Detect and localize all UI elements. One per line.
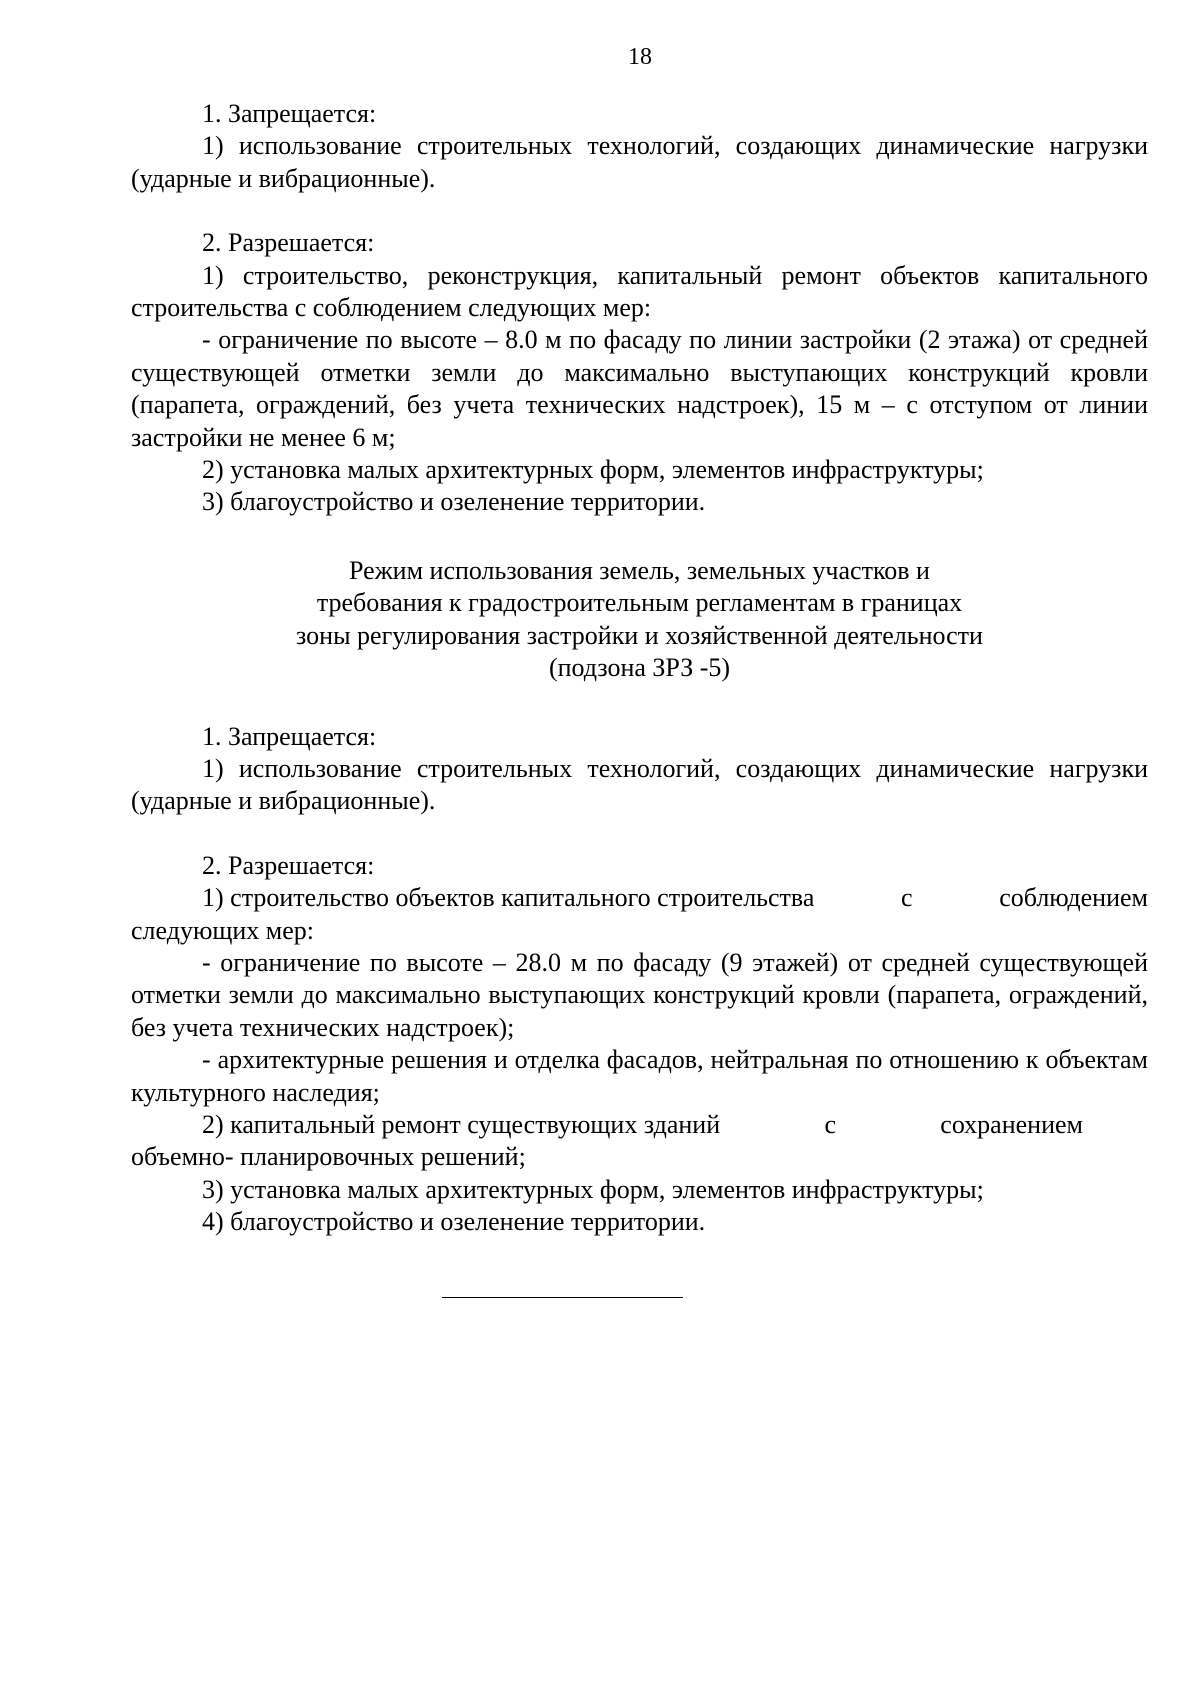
section2-prohibited-heading: 1. Запрещается: <box>202 721 377 751</box>
section2-allowed-item-1-part-c: соблюдением <box>999 883 1148 913</box>
section1-allowed-item-2: 2) установка малых архитектурных форм, элементов инфраструктуры; <box>202 455 984 485</box>
section2-allowed-item-2-continuation: объемно- планировочных решений; <box>131 1142 526 1172</box>
section2-allowed-heading: 2. Разрешается: <box>202 850 375 880</box>
section2-allowed-item-3: 3) установка малых архитектурных форм, элементов инфраструктуры; <box>202 1174 984 1204</box>
section2-allowed-item-2-part-c: сохранением <box>940 1109 1083 1139</box>
section2-allowed-item-1-part-b: с <box>901 883 913 913</box>
section2-allowed-item-2-line <box>202 1109 1083 1141</box>
section2-title-line-4: (подзона ЗРЗ -5) <box>548 653 731 683</box>
section1-allowed-item-3: 3) благоустройство и озеленение территории. <box>202 487 706 517</box>
section2-allowed-item-2-part-a: 2) капитальный ремонт существующих зданий <box>202 1109 721 1139</box>
spacer <box>131 818 1148 850</box>
section2-title <box>131 555 1048 685</box>
section1-prohibited-heading: 1. Запрещается: <box>202 99 377 128</box>
document-body <box>131 98 1148 1239</box>
section2-allowed-item-1-sub-2: - архитектурные решения и отделка фасадов, нейтральная по отношению к объектам культурного наследия; <box>131 1045 1148 1107</box>
spacer <box>131 195 1148 227</box>
section1-prohibited-item-1: 1) использование строительных технологий, создающих динамические нагрузки (ударные и вибрационные). <box>131 131 1148 193</box>
section1-allowed-item-1: 1) строительство, реконструкция, капитальный ремонт объектов капитального строительства с соблюдением следующих мер: <box>131 260 1148 323</box>
section1-allowed-heading: 2. Разрешается: <box>202 228 375 258</box>
section2-prohibited-item-1: 1) использование строительных технологий, создающих динамические нагрузки (ударные и вибрационные). <box>131 753 1148 816</box>
section2-allowed-item-1-continuation: следующих мер: <box>131 915 315 945</box>
spacer <box>131 519 1148 555</box>
section2-allowed-item-4: 4) благоустройство и озеленение территории. <box>202 1207 706 1237</box>
section2-title-line-3: зоны регулирования застройки и хозяйственной деятельности <box>296 620 983 650</box>
section2-title-line-1: Режим использования земель, земельных участков и <box>349 555 930 585</box>
section2-allowed-item-1-line <box>202 882 1148 914</box>
page-number: 18 <box>628 44 652 70</box>
section2-allowed-item-2-part-b: с <box>824 1109 836 1139</box>
section2-allowed-item-1-sub-1: - ограничение по высоте – 28.0 м по фасаду (9 этажей) от средней существующей отметки земли до максимально выступающих конструкций кровли (парапета, ограждений, без учета технических надстроек); <box>131 947 1148 1042</box>
section2-allowed-item-1-part-a: 1) строительство объектов капитального строительства <box>202 883 815 913</box>
section1-allowed-item-1-sub: - ограничение по высоте – 8.0 м по фасаду по линии застройки (2 этажа) от средней существующей отметки земли до максимально выступающих конструкций кровли (парапета, ограждений, без учета технических надстроек), 15 м – с отступом от линии застройки не менее 6 м; <box>131 325 1148 452</box>
spacer <box>131 685 1148 721</box>
section2-title-line-2: требования к градостроительным регламентам в границах <box>316 588 963 618</box>
end-divider-line <box>442 1297 683 1298</box>
